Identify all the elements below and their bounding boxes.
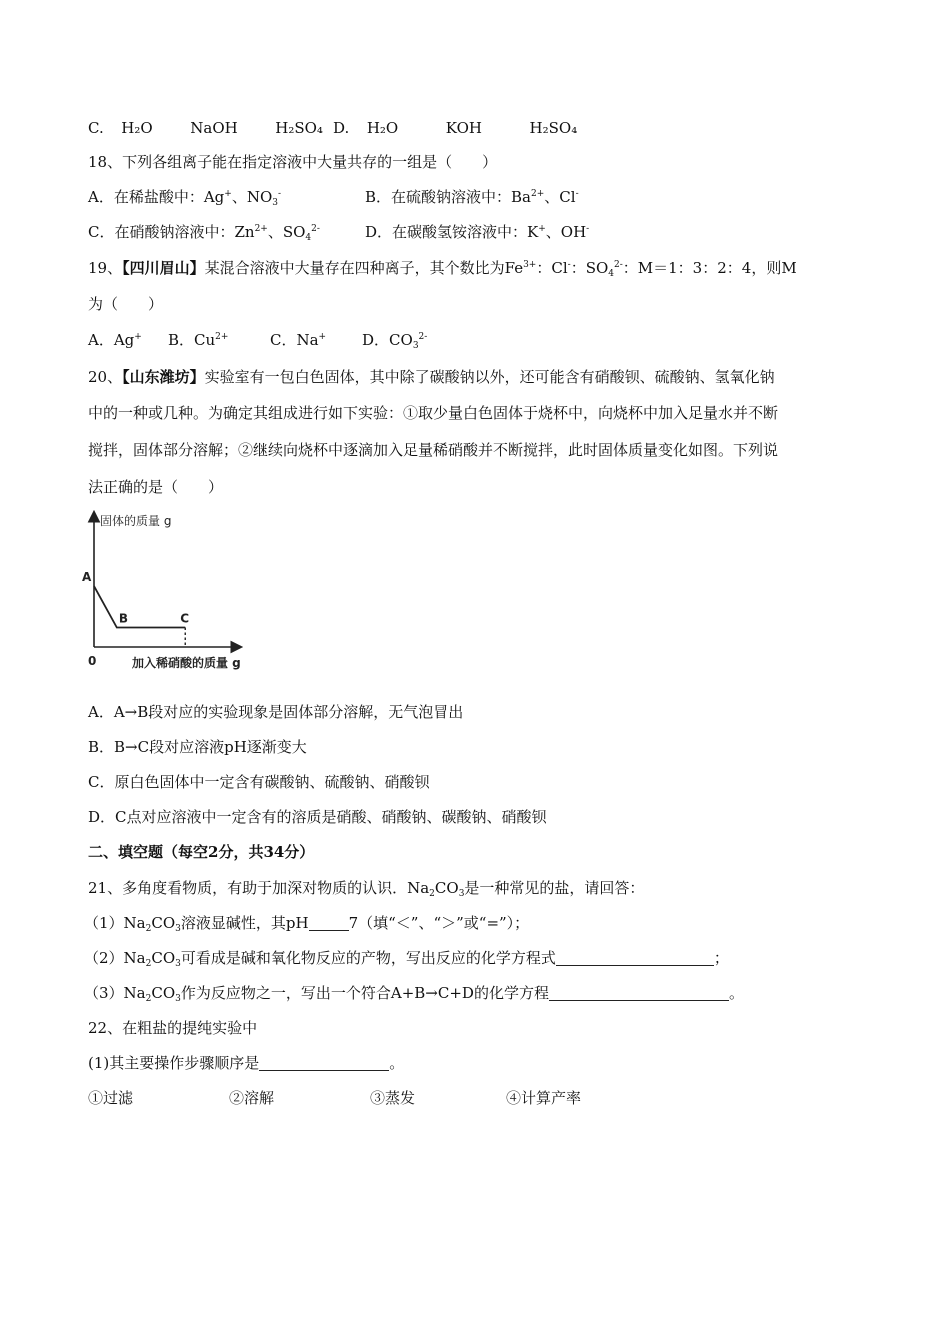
q21-p3-a: （3）Na xyxy=(84,984,146,1002)
q17-d-item-3: H₂SO₄ xyxy=(529,119,578,137)
q19-d-text: D．CO xyxy=(362,331,413,349)
q17-c-item-1: H₂O xyxy=(121,119,153,137)
q17-c-label: C. xyxy=(88,119,104,137)
q22-part1 xyxy=(88,1053,404,1073)
q22-step-3: ③蒸发 xyxy=(370,1089,416,1107)
q20-option-d: D．C点对应溶液中一定含有的溶质是硝酸、硝酸钠、碳酸钠、硝酸钡 xyxy=(88,808,547,826)
q18-a-sup2: - xyxy=(278,189,282,199)
q22-p1-b: 。 xyxy=(389,1054,405,1072)
q18-d-sup2: - xyxy=(586,224,590,234)
q19-stem-line1 xyxy=(88,258,797,278)
q21-p1-d: 7（填“＜”、“＞”或“=”）； xyxy=(348,914,530,932)
q20-stem-line4: 法正确的是（ ） xyxy=(88,478,224,496)
q17-d-item-2: KOH xyxy=(445,119,482,137)
q18-c-sup1: 2+ xyxy=(254,224,268,234)
q17-d-item-1: H₂O xyxy=(366,119,399,137)
q18-option-b xyxy=(365,187,579,207)
q20-option-a: A．A→B段对应的实验现象是固体部分溶解，无气泡冒出 xyxy=(88,703,464,721)
q20-option-c: C．原白色固体中一定含有碳酸钠、硫酸钠、硝酸钡 xyxy=(88,773,430,791)
q21-part2 xyxy=(84,948,729,968)
q21-p1-a: （1）Na xyxy=(84,914,146,932)
q20-text-1: 实验室有一包白色固体，其中除了碳酸钠以外，还可能含有硝酸钡、硫酸钠、氢氧化钠 xyxy=(204,368,775,386)
chart-point-a-label: A xyxy=(82,570,92,585)
q19-c-sup: + xyxy=(318,332,327,342)
q17-option-c xyxy=(88,118,323,138)
q19-option-d xyxy=(362,330,427,350)
q18-b-sup1: 2+ xyxy=(531,189,545,199)
q21-stem xyxy=(88,878,644,898)
q18-option-c xyxy=(88,222,320,242)
chart-origin-label: 0 xyxy=(88,654,97,668)
q22-p1-blank[interactable] xyxy=(259,1055,389,1071)
q20-option-b: B．B→C段对应溶液pH逐渐变大 xyxy=(88,738,307,756)
q19-option-c xyxy=(270,330,326,350)
q21-p2-c: 可看成是碱和氧化物反应的产物，写出反应的化学方程式 xyxy=(180,949,556,967)
q22-step-1: ①过滤 xyxy=(88,1089,134,1107)
q21-stem-b: CO xyxy=(434,879,459,897)
q19-so4-sup: 2- xyxy=(614,260,623,270)
q21-stem-sub1: 2 xyxy=(429,889,435,899)
q19-stem-line2: 为（ ） xyxy=(88,295,164,313)
q19-option-a xyxy=(88,330,142,350)
q20-number: 20、 xyxy=(88,368,123,386)
q21-p1-b: CO xyxy=(151,914,176,932)
chart-y-label: 固体的质量 g xyxy=(100,514,172,528)
q21-p1-blank[interactable] xyxy=(309,915,349,931)
q17-c-item-3: H₂SO₄ xyxy=(275,119,323,137)
chart-point-b-label: B xyxy=(118,611,128,626)
q18-c-text: C．在硝酸钠溶液中：Zn xyxy=(88,223,255,241)
q21-p2-sub1: 2 xyxy=(145,959,152,969)
q18-stem: 18、下列各组离子能在指定溶液中大量共存的一组是（ ） xyxy=(88,153,498,171)
q19-b-text: B．Cu xyxy=(168,331,216,349)
q19-cl-sup: - xyxy=(567,260,571,270)
q19-a-sup: + xyxy=(134,332,142,342)
chart-point-c-label: C xyxy=(180,611,190,626)
q21-p3-d: 。 xyxy=(728,984,744,1002)
section2-title: 二、填空题（每空2分，共34分） xyxy=(88,843,315,861)
q22-stem: 22、在粗盐的提纯实验中 xyxy=(88,1019,258,1037)
q18-b-mid: 、Cl xyxy=(544,188,576,206)
q18-option-a xyxy=(88,187,281,207)
chart-series-line xyxy=(94,586,185,627)
q19-number: 19、 xyxy=(88,259,123,277)
q19-c-text: C．Na xyxy=(270,331,319,349)
q19-text-b: ：Cl xyxy=(536,259,568,277)
q19-d-sub: 3 xyxy=(412,341,419,351)
q20-source: 【山东潍坊】 xyxy=(122,368,205,386)
q21-p3-sub1: 2 xyxy=(145,994,152,1004)
q21-p2-blank[interactable] xyxy=(556,950,714,966)
q18-d-sup1: + xyxy=(538,224,546,234)
q21-p3-b: CO xyxy=(151,984,176,1002)
q18-c-sub: 4 xyxy=(305,233,312,243)
q21-p2-b: CO xyxy=(151,949,176,967)
q18-b-sup2: - xyxy=(575,189,579,199)
q20-stem-line2: 中的一种或几种。为确定其组成进行如下实验：①取少量白色固体于烧杯中，向烧杯中加入足量水并不断 xyxy=(88,404,779,422)
q17-d-label: D. xyxy=(333,119,350,137)
q18-d-text: D．在碳酸氢铵溶液中：K xyxy=(365,223,539,241)
q21-p1-sub1: 2 xyxy=(145,924,152,934)
q21-p3-sub2: 3 xyxy=(175,994,181,1004)
q21-part3 xyxy=(84,983,744,1003)
q19-text-a: 某混合溶液中大量存在四种离子，其个数比为Fe xyxy=(204,259,524,277)
q21-p2-a: （2）Na xyxy=(84,949,146,967)
q22-p1-a: (1)其主要操作步骤顺序是 xyxy=(88,1054,260,1072)
q22-step-4: ④计算产率 xyxy=(506,1089,582,1107)
q18-c-sup2: 2- xyxy=(311,224,320,234)
q19-d-sup: 2- xyxy=(418,332,428,342)
q19-so4-sub: 4 xyxy=(608,269,614,279)
q21-p1-c: 溶液显碱性，其pH xyxy=(180,914,309,932)
q20-chart xyxy=(80,505,290,675)
q18-a-sup1: + xyxy=(224,189,232,199)
q21-stem-sub2: 3 xyxy=(458,889,465,899)
q21-p3-c: 作为反应物之一，写出一个符合A+B→C+D的化学方程 xyxy=(180,984,549,1002)
q18-option-d xyxy=(365,222,589,242)
q18-a-sub: 3 xyxy=(272,198,278,208)
q18-d-mid: 、OH xyxy=(545,223,587,241)
q20-stem-line1 xyxy=(88,367,775,387)
q21-p3-blank[interactable] xyxy=(549,985,729,1001)
q22-step-2: ②溶解 xyxy=(229,1089,275,1107)
q19-b-sup: 2+ xyxy=(215,332,229,342)
q21-p2-d: ； xyxy=(713,949,729,967)
q18-c-mid: 、SO xyxy=(267,223,306,241)
q18-b-text: B．在硫酸钠溶液中：Ba xyxy=(365,188,531,206)
q21-stem-c: 是一种常见的盐，请回答： xyxy=(464,879,645,897)
q21-stem-a: 21、多角度看物质，有助于加深对物质的认识．Na xyxy=(88,879,430,897)
q19-text-d: ：M＝1：3：2：4，则M xyxy=(622,259,797,277)
q19-source: 【四川眉山】 xyxy=(122,259,205,277)
q21-part1 xyxy=(84,913,529,933)
q18-a-text: A．在稀盐酸中：Ag xyxy=(88,188,225,206)
q17-c-item-2: NaOH xyxy=(190,119,238,137)
q18-a-mid: 、NO xyxy=(231,188,273,206)
q20-stem-line3: 搅拌，固体部分溶解；②继续向烧杯中逐滴加入足量稀硝酸并不断搅拌，此时固体质量变化如图。下列说 xyxy=(88,441,779,459)
q17-option-d xyxy=(333,118,577,138)
chart-x-label: 加入稀硝酸的质量 g xyxy=(132,656,241,670)
q19-fe-sup: 3+ xyxy=(523,260,537,270)
q21-p2-sub2: 3 xyxy=(175,959,181,969)
q19-a-text: A．Ag xyxy=(88,331,135,349)
q21-p1-sub2: 3 xyxy=(175,924,181,934)
q19-text-c: ：SO xyxy=(570,259,609,277)
q19-option-b xyxy=(168,330,228,350)
